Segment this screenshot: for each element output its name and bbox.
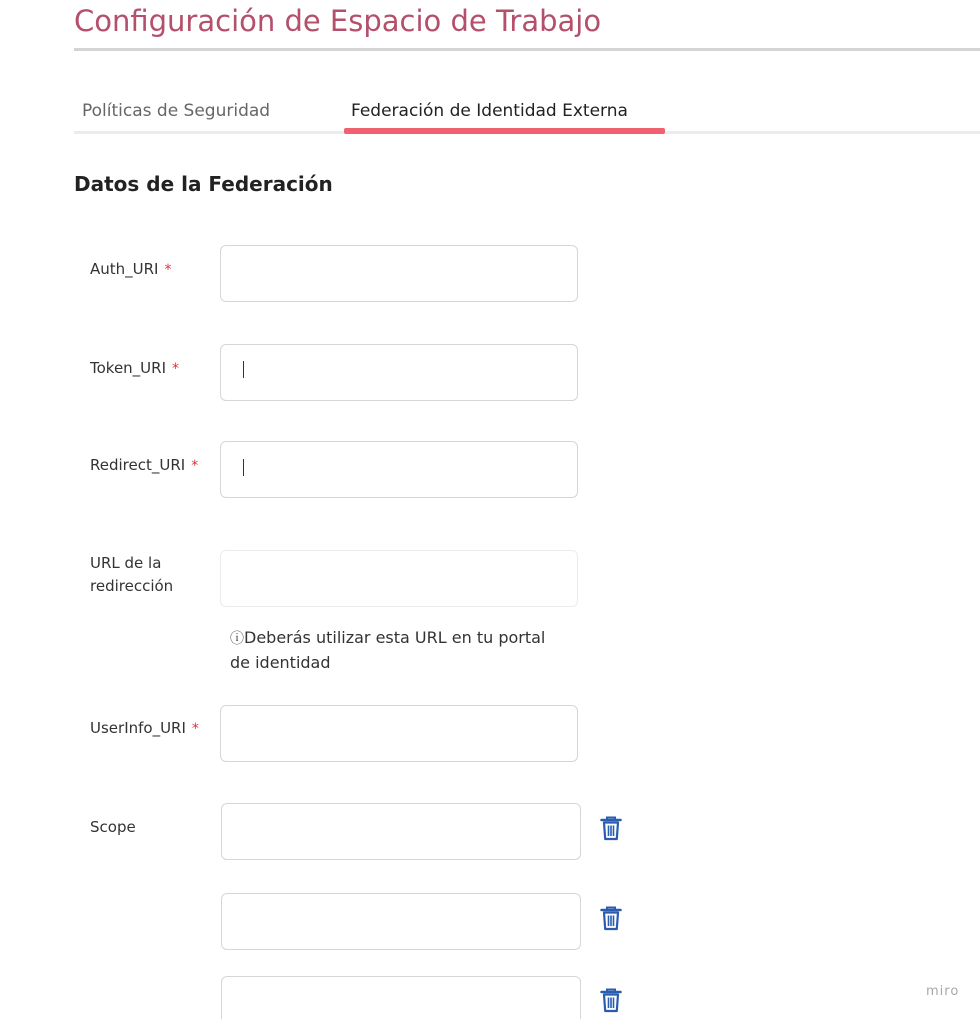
- scope-input-1[interactable]: [221, 803, 581, 860]
- scope-label: Scope: [90, 818, 136, 836]
- section-title: Datos de la Federación: [74, 172, 333, 196]
- trash-icon[interactable]: [599, 815, 623, 841]
- userinfo-uri-label: [90, 717, 215, 741]
- info-icon: ⓘ: [230, 631, 244, 647]
- token-uri-label-text: Token_URI: [90, 359, 167, 377]
- page-title: Configuración de Espacio de Trabajo: [74, 4, 602, 38]
- redirect-uri-label: [90, 454, 215, 478]
- token-uri-label: [90, 357, 215, 381]
- userinfo-uri-label-text: UserInfo_URI: [90, 719, 186, 737]
- auth-uri-input[interactable]: [220, 245, 578, 302]
- redirect-url-hint: [230, 626, 560, 675]
- redirect-url-label: [90, 552, 215, 598]
- miro-watermark: miro: [926, 984, 960, 999]
- redirect-url-input[interactable]: [220, 550, 578, 607]
- required-mark: *: [164, 262, 172, 278]
- userinfo-uri-input[interactable]: [220, 705, 578, 762]
- title-divider: [74, 48, 980, 51]
- redirect-url-label-line2: redirección: [90, 577, 174, 595]
- text-caret: [243, 361, 244, 378]
- redirect-url-hint-text: Deberás utilizar esta URL en tu portal de identidad: [230, 628, 546, 672]
- active-tab-indicator: [344, 128, 665, 134]
- required-mark: *: [191, 458, 199, 474]
- scope-input-2[interactable]: [221, 893, 581, 950]
- redirect-uri-label-text: Redirect_URI: [90, 456, 186, 474]
- redirect-uri-input[interactable]: [220, 441, 578, 498]
- tab-external-identity-federation[interactable]: Federación de Identidad Externa: [351, 101, 628, 121]
- scope-input-3[interactable]: [221, 976, 581, 1019]
- auth-uri-label: [90, 258, 215, 282]
- text-caret: [243, 459, 244, 476]
- trash-icon[interactable]: [599, 987, 623, 1013]
- redirect-url-label-line1: URL de la: [90, 554, 162, 572]
- required-mark: *: [172, 361, 180, 377]
- token-uri-input[interactable]: [220, 344, 578, 401]
- tab-security-policies[interactable]: Políticas de Seguridad: [82, 101, 271, 121]
- auth-uri-label-text: Auth_URI: [90, 260, 159, 278]
- trash-icon[interactable]: [599, 905, 623, 931]
- required-mark: *: [191, 721, 199, 737]
